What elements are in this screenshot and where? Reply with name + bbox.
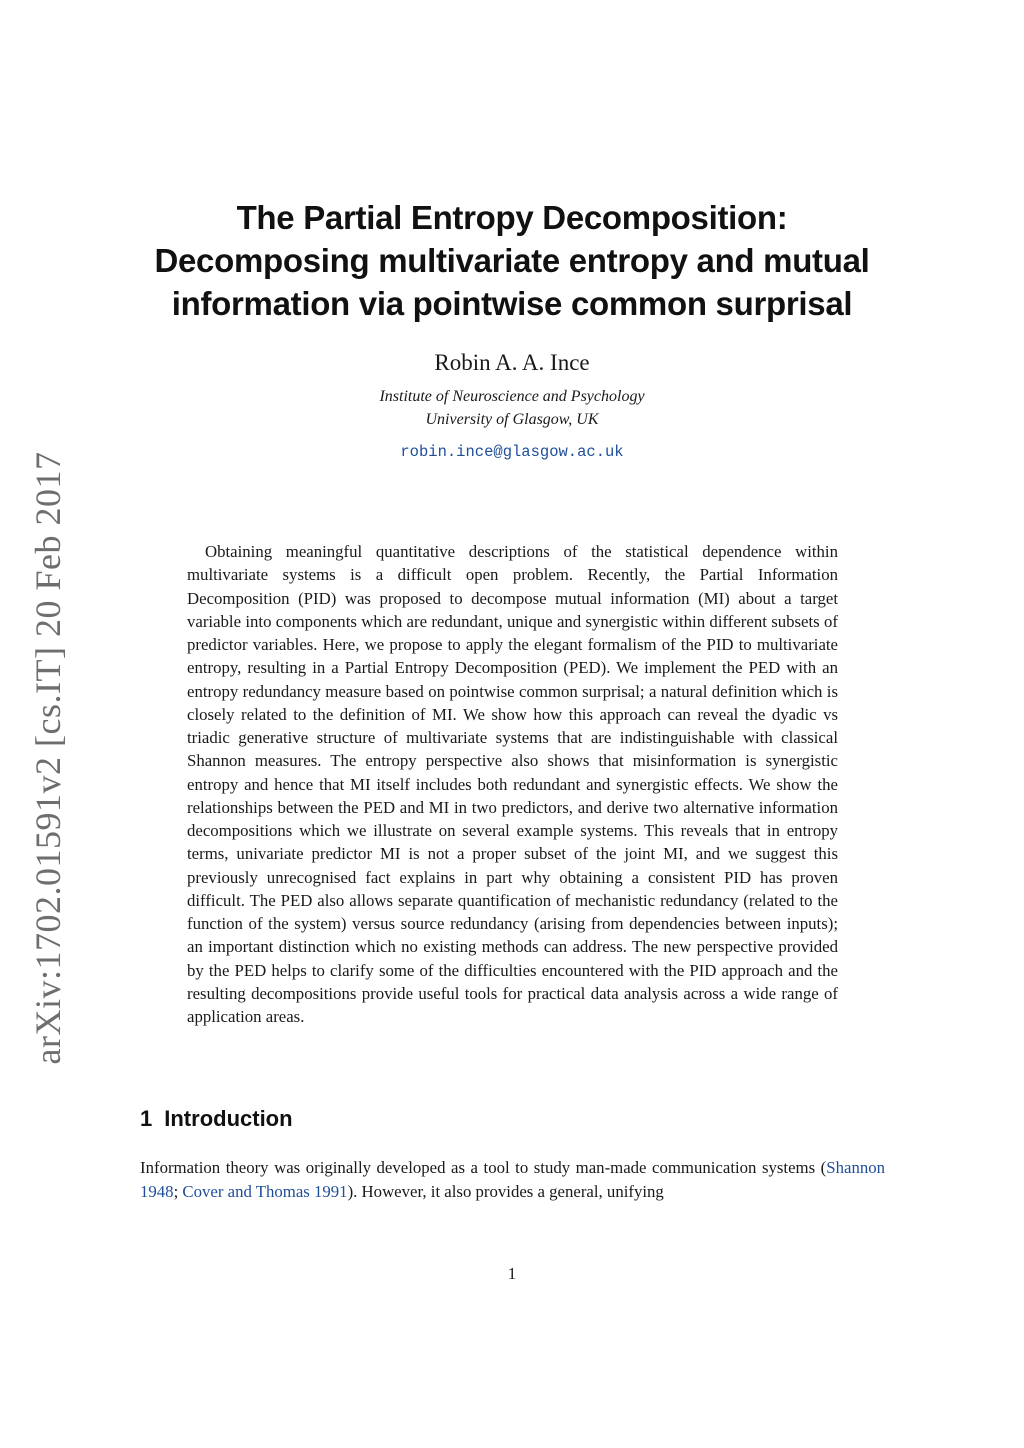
author-email-link[interactable]: robin.ince@glasgow.ac.uk: [400, 443, 624, 461]
citation-separator: ;: [173, 1182, 183, 1201]
citation-shannon-1948[interactable]: Shannon 1948: [140, 1158, 885, 1201]
paper-title: [120, 196, 904, 325]
section-number: 1: [140, 1106, 153, 1131]
introduction-paragraph: [140, 1156, 885, 1204]
citation-cover-thomas-1991[interactable]: Cover and Thomas 1991: [182, 1182, 348, 1201]
title-line-1: The Partial Entropy Decomposition:: [236, 199, 788, 236]
title-line-2: Decomposing multivariate entropy and mutual: [154, 242, 870, 279]
author-name: Robin A. A. Ince: [434, 350, 590, 375]
author-affiliation-university: University of Glasgow, UK: [425, 411, 599, 428]
section-heading-introduction: [140, 1106, 293, 1132]
arxiv-identifier-stamp: arXiv:1702.01591v2 [cs.IT] 20 Feb 2017: [28, 451, 68, 1065]
section-title: Introduction: [164, 1106, 293, 1131]
abstract: Obtaining meaningful quantitative descriptions of the statistical dependence within multivariate systems is a difficult open problem. Recently, the Partial Information Decomposition (PID) was proposed to decompose mutual information (MI) about a target variable into components which are redundant, unique and synergistic within different subsets of predictor variables. Here, we propose to apply the elegant formalism of the PID to multivariate entropy, resulting in a Partial Entropy Decomposition (PED). We implement the PED with an entropy redundancy measure based on pointwise common surprisal; a natural definition which is closely related to the definition of MI. We show how this approach can reveal the dyadic vs triadic generative structure of multivariate systems that are indistinguishable with classical Shannon measures. The entropy perspective also shows that misinformation is synergistic entropy and hence that MI itself includes both redundant and synergistic effects. We show the relationships between the PED and MI in two predictors, and derive two alternative information decompositions which we illustrate on several example systems. This reveals that in entropy terms, univariate predictor MI is not a proper subset of the joint MI, and we suggest this previously unrecognised fact explains in part why obtaining a consistent PID has proven difficult. The PED also allows separate quantification of mechanistic redundancy (related to the function of the system) versus source redundancy (arising from dependencies between inputs); an important distinction which no existing methods can address. The new perspective provided by the PED helps to clarify some of the difficulties encountered with the PID approach and the resulting decompositions provide useful tools for practical data analysis across a wide range of application areas.: [187, 542, 838, 1026]
intro-text-after: ). However, it also provides a general, unifying: [347, 1182, 664, 1201]
title-line-3: information via pointwise common surprisal: [171, 285, 853, 322]
intro-text-before: Information theory was originally developed as a tool to study man-made communication systems (: [140, 1158, 827, 1177]
page-number: 1: [507, 1264, 517, 1283]
author-affiliation-institute: Institute of Neuroscience and Psychology: [379, 388, 645, 405]
